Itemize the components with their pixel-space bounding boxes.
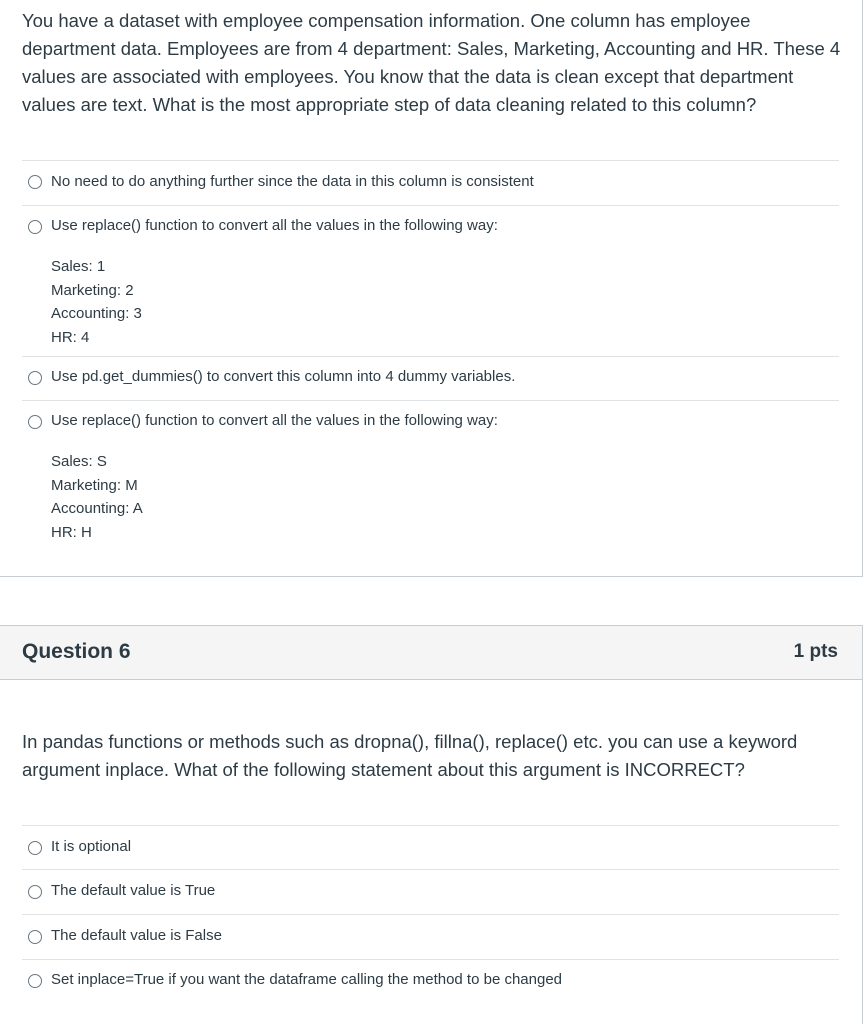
radio-button[interactable] bbox=[28, 371, 42, 385]
answer-label: It is optional bbox=[51, 838, 132, 855]
answer-label: The default value is True bbox=[51, 882, 216, 899]
mapping-line: Sales: S bbox=[51, 453, 107, 470]
answer-label: The default value is False bbox=[51, 927, 222, 944]
mapping-line: Sales: 1 bbox=[51, 258, 106, 275]
answer-option[interactable] bbox=[22, 160, 839, 205]
mapping-line: Marketing: 2 bbox=[51, 281, 134, 299]
radio-button[interactable] bbox=[28, 220, 42, 234]
answer-label: Use replace() function to convert all the values in the following way: bbox=[51, 217, 498, 234]
answer-label: Use replace() function to convert all the values in the following way: bbox=[51, 412, 498, 429]
answer-mapping bbox=[51, 255, 839, 349]
mapping-line: Accounting: 3 bbox=[51, 305, 142, 322]
question-5-text: You have a dataset with employee compensation information. One column has employee department data. Employees are from 4 department: Sales, Marketing, Accounting and HR. These 4 values are associated with employees. You know that the data is clean except that department values are text. What is the most appropriate step of data cleaning related to this column? bbox=[22, 10, 841, 115]
answer-option[interactable] bbox=[22, 959, 839, 1003]
radio-button[interactable] bbox=[28, 885, 42, 899]
mapping-line: Marketing: M bbox=[51, 476, 138, 494]
question-6-header bbox=[0, 625, 863, 680]
answer-option[interactable] bbox=[22, 825, 839, 869]
question-6-answers bbox=[22, 825, 839, 1003]
radio-button[interactable] bbox=[28, 175, 42, 189]
answer-option[interactable] bbox=[22, 914, 839, 959]
radio-button[interactable] bbox=[28, 930, 42, 944]
answer-option[interactable] bbox=[22, 869, 839, 914]
question-5-answers bbox=[22, 160, 839, 550]
radio-button[interactable] bbox=[28, 415, 42, 429]
answer-mapping bbox=[51, 450, 839, 544]
answer-label: No need to do anything further since the data in this column is consistent bbox=[51, 173, 534, 190]
question-points: 1 pts bbox=[793, 641, 838, 662]
question-6-text: In pandas functions or methods such as dropna(), fillna(), replace() etc. you can use a keyword argument inplace. What of the following statement about this argument is INCORRECT? bbox=[22, 731, 798, 780]
radio-button[interactable] bbox=[28, 841, 42, 855]
answer-label: Set inplace=True if you want the dataframe calling the method to be changed bbox=[51, 971, 563, 988]
mapping-line: HR: H bbox=[51, 523, 92, 541]
answer-label: Use pd.get_dummies() to convert this column into 4 dummy variables. bbox=[51, 368, 516, 385]
answer-option[interactable] bbox=[22, 205, 839, 356]
question-title: Question 6 bbox=[22, 640, 131, 663]
answer-option[interactable] bbox=[22, 400, 839, 550]
mapping-line: HR: 4 bbox=[51, 328, 90, 346]
answer-option[interactable] bbox=[22, 356, 839, 400]
radio-button[interactable] bbox=[28, 974, 42, 988]
mapping-line: Accounting: A bbox=[51, 500, 143, 517]
